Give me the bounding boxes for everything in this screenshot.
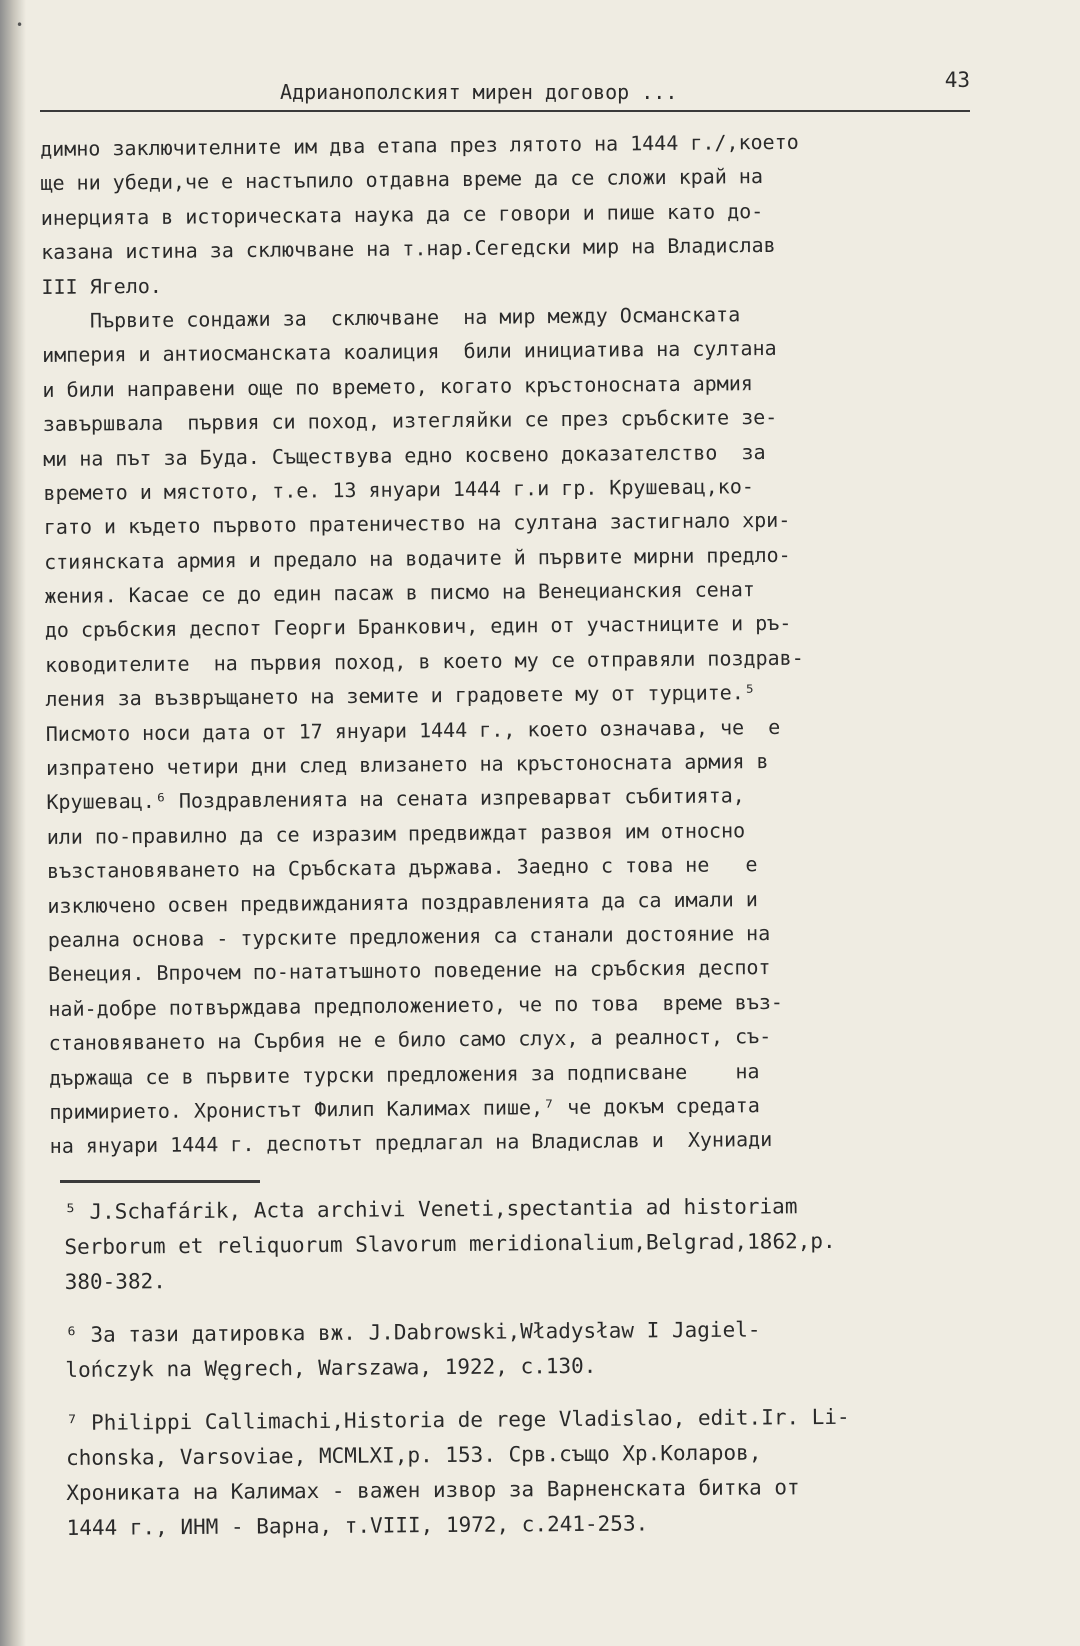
body-line: ления за възвръщането на земите и градовете му от турците.⁵ xyxy=(45,680,756,712)
body-line: гато и където първото пратеничество на султана застигнало хри- xyxy=(43,508,791,540)
body-line: Първите сондажи за сключване на мир между Османската xyxy=(41,302,741,333)
page-number: 43 xyxy=(944,68,970,92)
header-rule xyxy=(40,110,970,112)
body-line: държаща се в първите турски предложения за подписване на xyxy=(48,1058,760,1090)
body-line: стиянската армия и предало на водачите й първите мирни предло- xyxy=(44,542,791,574)
body-line: димно заключителните им два етапа през лятото на 1444 г./,което xyxy=(40,129,799,161)
footnote-line: ⁵ J.Schafárik, Acta archivi Veneti,spectantia ad historiam xyxy=(64,1194,798,1224)
body-line: ми на път за Буда. Съществува едно косвено доказателство за xyxy=(43,439,766,471)
binding-edge-shadow xyxy=(0,0,26,1646)
body-line: завършвала първия си поход, изтегляйки се през сръбските зе- xyxy=(42,405,778,437)
footnote-line: ⁶ За тази датировка вж. J.Dabrowski,Władysław I Jagiel- xyxy=(65,1317,761,1347)
footnote-line: chonska, Varsoviae, MCMLXI,p. 153. Срв.също Хр.Коларов, xyxy=(65,1440,762,1470)
footnote xyxy=(66,1398,1027,1546)
scan-speck: • xyxy=(16,18,24,32)
body-line: възстановяването на Сръбската държава. Заедно с това не е xyxy=(46,852,758,884)
body-line: Крушевац.⁶ Поздравленията на сената изпреварват събитията, xyxy=(46,783,745,815)
body-text xyxy=(40,123,1020,1164)
footnote-line: Serborum et reliquorum Slavorum meridionalium,Belgrad,1862,p. xyxy=(64,1228,836,1259)
footnote-line: lończyk na Węgrech, Warszawa, 1922, c.130. xyxy=(65,1353,597,1382)
body-line: времето и мястото, т.е. 13 януари 1444 г.и гр. Крушевац,ко- xyxy=(43,474,754,505)
body-line: инерцията в историческата наука да се говори и пише като до- xyxy=(40,198,764,230)
body-line: ще ни убеди,че е настъпило отдавна време да се сложи край на xyxy=(40,164,764,196)
body-line: III Ягело. xyxy=(41,273,163,299)
footnote-line: 1444 г., ИНМ - Варна, т.VIII, 1972, с.241-253. xyxy=(66,1511,649,1540)
body-line: и били направени още по времето, когато кръстоносната армия xyxy=(42,370,753,402)
body-line: или по-правилно да се изразим предвиждат развоя им относно xyxy=(46,818,746,849)
footnote xyxy=(64,1187,1025,1300)
body-line: най-добре потвърждава предположението, че по това време въз- xyxy=(48,989,784,1021)
footnote-rule xyxy=(60,1180,260,1183)
body-line: казана истина за сключване на т.нар.Сегедски мир на Владислав xyxy=(41,233,776,265)
footnotes xyxy=(64,1187,1027,1546)
body-line: изпратено четири дни след влизането на кръстоносната армия в xyxy=(45,749,769,781)
body-line: примирието. Хронистът Филип Калимах пише,⁷ че докъм средата xyxy=(49,1093,760,1124)
body-line: Венеция. Впрочем по-нататъшното поведение на сръбския деспот xyxy=(47,955,771,987)
body-line: до сръбския деспот Георги Бранкович, един от участниците и ръ- xyxy=(44,611,792,643)
footnote-line: Хрониката на Калимах - важен извор за Варненската битка от xyxy=(66,1475,800,1505)
running-head: Адрианополският мирен договор ... xyxy=(280,80,678,104)
footnote-line: ⁷ Philippi Callimachi,Historia de rege Vladislao, edit.Ir. Li- xyxy=(65,1404,850,1435)
body-line: реална основа - турските предложения са станали достояние на xyxy=(47,921,771,952)
body-line: на януари 1444 г. деспотът предлагал на Владислав и Хуниади xyxy=(49,1127,773,1159)
body-line: изключено освен предвижданията поздравленията да са имали и xyxy=(47,886,758,918)
body-line: ководителите на първия поход, в което му се отправяли поздрав- xyxy=(44,645,804,677)
body-line: Писмото носи дата от 17 януари 1444 г., което означава, че е xyxy=(45,714,781,746)
footnote xyxy=(65,1310,1026,1388)
body-line: становяването на Сърбия не е било само слух, а реалност, съ- xyxy=(48,1024,772,1056)
footnote-line: 380-382. xyxy=(64,1269,166,1294)
body-line: империя и антиосманската коалиция били инициатива на султана xyxy=(42,336,777,368)
body-line: жения. Касае се до един пасаж в писмо на Венецианския сенат xyxy=(44,577,755,609)
page-header xyxy=(40,60,970,104)
